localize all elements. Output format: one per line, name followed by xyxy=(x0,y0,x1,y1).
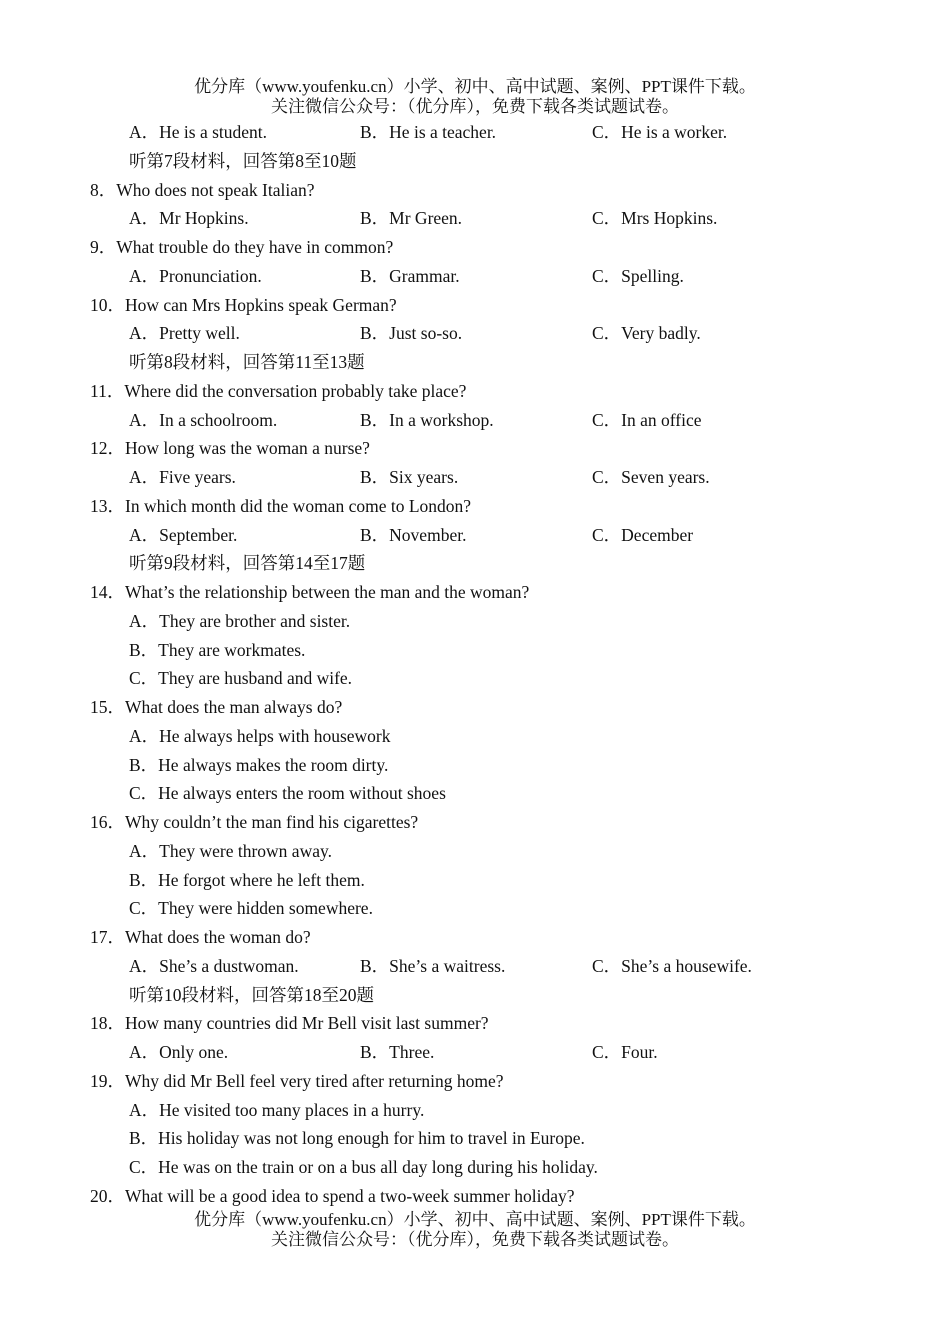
q11-options xyxy=(0,406,950,435)
page-header xyxy=(0,77,950,117)
q18-option-b: B．Three. xyxy=(360,1042,435,1062)
q10-options xyxy=(0,319,950,348)
q9-question: 9．What trouble do they have in common? xyxy=(90,237,394,257)
q11-option-a: A．In a schoolroom. xyxy=(129,409,278,430)
q11-question: 11．Where did the conversation probably take place? xyxy=(90,380,467,401)
q8-option-a: A．Mr Hopkins. xyxy=(129,208,249,229)
q18-options xyxy=(0,1038,950,1067)
section-7-heading: 听第7段材料，回答第8至10题 xyxy=(129,150,357,171)
q13-question: 13．In which month did the woman come to London? xyxy=(90,495,472,516)
q14-option-a: A．They are brother and sister. xyxy=(129,610,351,631)
section-10-heading: 听第10段材料，回答第18至20题 xyxy=(129,984,374,1005)
q19-option-b: B．His holiday was not long enough for him to travel in Europe. xyxy=(129,1128,585,1149)
q10-option-a: A．Pretty well. xyxy=(129,323,240,344)
q19-option-a: A．He visited too many places in a hurry. xyxy=(129,1099,425,1120)
q16-option-c: C．They were hidden somewhere. xyxy=(129,898,373,919)
q17-question: 17．What does the woman do? xyxy=(90,927,311,947)
footer-line-1: 优分库（www.youfenku.cn）小学、初中、高中试题、案例、PPT课件下载。 xyxy=(194,1210,756,1229)
q11-option-c: C．In an office xyxy=(592,409,702,430)
q18-option-a: A．Only one. xyxy=(129,1042,229,1062)
q15-option-c: C．He always enters the room without shoes xyxy=(129,783,446,804)
q18-option-c: C．Four. xyxy=(592,1042,658,1062)
q16-option-b: B．He forgot where he left them. xyxy=(129,869,365,890)
q8-question: 8．Who does not speak Italian? xyxy=(90,179,315,200)
header-line-2: 关注微信公众号：（优分库），免费下载各类试题试卷。 xyxy=(271,97,679,116)
section-8-heading: 听第8段材料，回答第11至13题 xyxy=(129,352,365,372)
q11-option-b: B．In a workshop. xyxy=(360,409,494,430)
q17-option-c: C．She’s a housewife. xyxy=(592,955,752,976)
q8-options xyxy=(0,204,950,233)
q14-question: 14．What’s the relationship between the man and the woman? xyxy=(90,582,530,602)
q19-option-c: C．He was on the train or on a bus all day long during his holiday. xyxy=(129,1157,598,1177)
q17-option-b: B．She’s a waitress. xyxy=(360,955,506,976)
q13-option-c: C．December xyxy=(592,524,694,545)
q10-question: 10．How can Mrs Hopkins speak German? xyxy=(90,294,397,315)
q9-option-c: C．Spelling. xyxy=(592,265,684,286)
q9-option-b: B．Grammar. xyxy=(360,265,460,286)
q20-question: 20．What will be a good idea to spend a two-week summer holiday? xyxy=(90,1185,575,1206)
q13-option-a: A．September. xyxy=(129,524,238,545)
q15-question: 15．What does the man always do? xyxy=(90,697,343,717)
q12-question: 12．How long was the woman a nurse? xyxy=(90,438,370,459)
q19-question: 19．Why did Mr Bell feel very tired after returning home? xyxy=(90,1070,504,1091)
q10-option-b: B．Just so-so. xyxy=(360,323,463,344)
q7-option-c: C．He is a worker. xyxy=(592,122,728,142)
section-9-heading: 听第9段材料，回答第14至17题 xyxy=(129,553,366,574)
page-footer xyxy=(0,1210,950,1250)
q17-options xyxy=(0,952,950,981)
q7-options xyxy=(0,118,950,147)
q7-option-b: B．He is a teacher. xyxy=(360,122,497,142)
q9-option-a: A．Pronunciation. xyxy=(129,265,262,286)
header-line-1: 优分库（www.youfenku.cn）小学、初中、高中试题、案例、PPT课件下载。 xyxy=(194,77,756,96)
q13-option-b: B．November. xyxy=(360,524,467,545)
q14-option-b: B．They are workmates. xyxy=(129,639,306,660)
q14-option-c: C．They are husband and wife. xyxy=(129,668,353,689)
q13-options xyxy=(0,521,950,550)
q12-option-a: A．Five years. xyxy=(129,467,236,487)
q18-question: 18．How many countries did Mr Bell visit last summer? xyxy=(90,1013,489,1034)
q16-question: 16．Why couldn’t the man find his cigarettes? xyxy=(90,812,419,832)
q8-option-b: B．Mr Green. xyxy=(360,208,463,229)
q12-options xyxy=(0,463,950,492)
q16-option-a: A．They were thrown away. xyxy=(129,840,332,861)
q10-option-c: C．Very badly. xyxy=(592,323,701,344)
q17-option-a: A．She’s a dustwoman. xyxy=(129,955,299,976)
q15-option-a: A．He always helps with housework xyxy=(129,725,391,746)
q12-option-c: C．Seven years. xyxy=(592,467,710,487)
q9-options xyxy=(0,262,950,291)
exam-content xyxy=(0,118,950,1211)
q8-option-c: C．Mrs Hopkins. xyxy=(592,208,718,229)
q7-option-a: A．He is a student. xyxy=(129,122,268,142)
q12-option-b: B．Six years. xyxy=(360,467,459,487)
q15-option-b: B．He always makes the room dirty. xyxy=(129,754,389,775)
footer-line-2: 关注微信公众号：（优分库），免费下载各类试题试卷。 xyxy=(271,1230,679,1249)
